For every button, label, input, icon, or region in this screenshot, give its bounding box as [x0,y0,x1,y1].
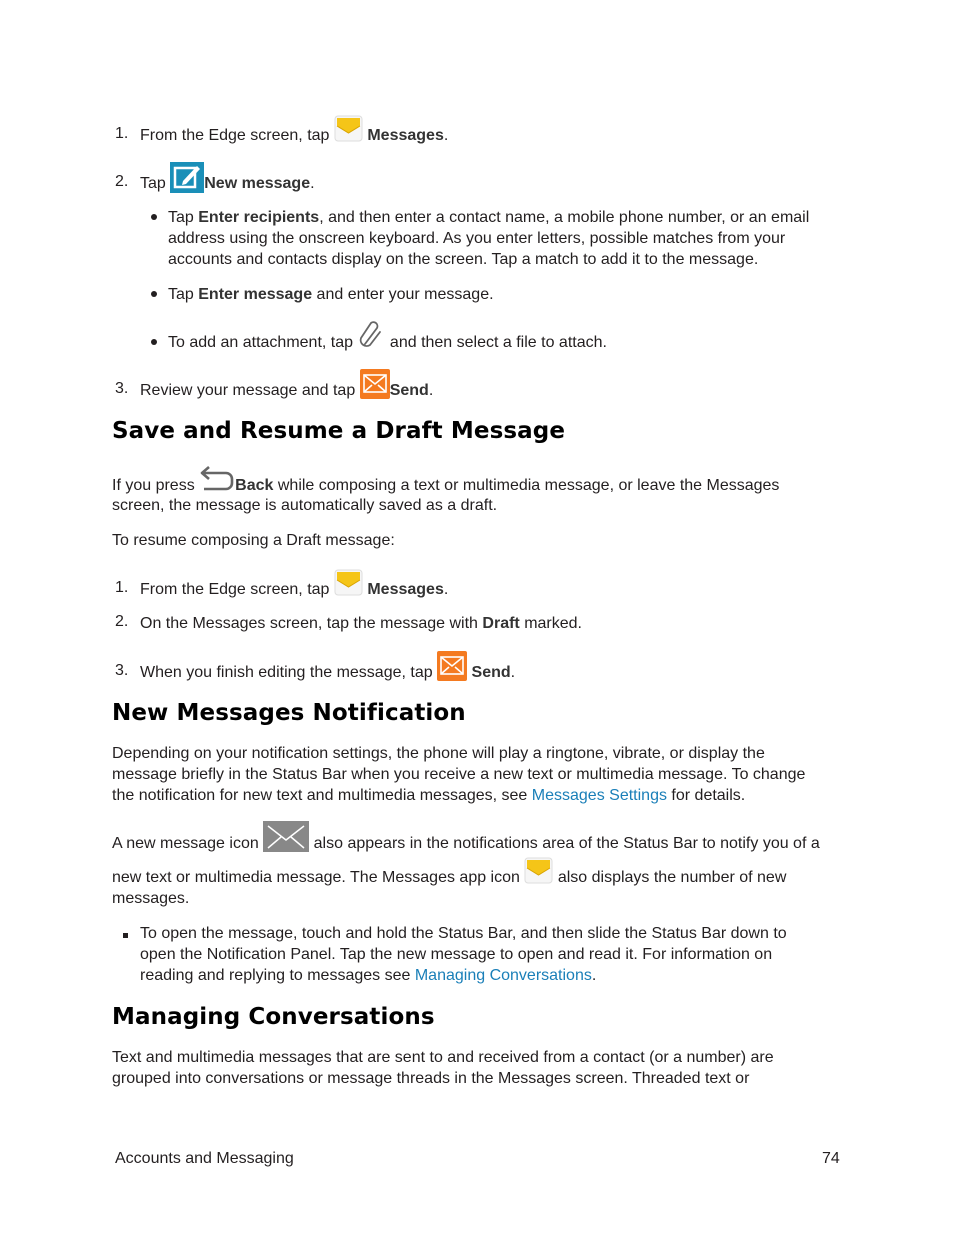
bullet [151,291,157,297]
paragraph-text: Text and multimedia messages that are sent to and received from a contact (or a number) are [112,1049,774,1066]
step-text-pre: Tap [140,175,166,192]
bullet [151,339,157,345]
messages-settings-link[interactable]: Messages Settings [531,787,667,804]
paragraph-text: message briefly in the Status Bar when you receive a new text or multimedia message. To change [112,766,806,783]
step-text-pre: When you finish editing the message, tap [140,664,433,681]
bullet-text-post: and enter your message. [316,286,494,303]
messages-app-icon [334,115,363,142]
send-icon [360,369,390,399]
step-text-pre: From the Edge screen, tap [140,581,330,598]
step-number: 1. [115,579,129,596]
paragraph-text: for details. [671,787,746,804]
step-text-post: . [310,175,315,192]
paragraph-text: screen, the message is automatically saved as a draft. [112,497,498,514]
bullet-text-line: open the Notification Panel. Tap the new message to open and read it. For information on [140,946,773,963]
step-text [140,613,582,634]
section-heading: New Messages Notification [112,700,466,726]
step-text-pre: On the Messages screen, tap the message with [140,615,478,632]
step-text [140,380,433,401]
bullet-text-bold: Enter recipients [198,209,320,226]
paragraph [112,1047,842,1089]
bullet-text-pre: Tap [168,286,194,303]
step-text-bold: Send [471,664,511,681]
paragraph: To resume composing a Draft message: [112,532,395,549]
paragraph-text: also displays the number of new [557,869,787,886]
paragraph [112,743,842,806]
section-heading: Managing Conversations [112,1004,435,1030]
bullet [151,214,157,220]
paragraph-text: new text or multimedia message. The Messages app icon [112,869,520,886]
compose-icon [170,162,204,193]
step-text-bold: New message [204,175,311,192]
step-text-bold: Draft [482,615,520,632]
step-number: 3. [115,380,129,397]
step-text-post: . [443,581,449,598]
paragraph-text: also appears in the notifications area of the Status Bar to notify you of a [313,835,820,852]
step-text-bold: Send [389,382,429,399]
step-text [140,662,515,683]
step-text-post: . [510,664,516,681]
bullet-text-line: , and then enter a contact name, a mobile phone number, or an email [319,209,810,226]
step-text [140,125,448,146]
envelope-icon [263,821,309,852]
bullet-text-pre: Tap [168,209,194,226]
paragraph [112,867,842,909]
bullet-text-line: reading and replying to messages see [140,967,411,984]
step-number: 3. [115,662,129,679]
step-text-bold: Messages [367,581,444,598]
paragraph-text: A new message icon [112,835,259,852]
messages-app-icon [524,857,553,884]
step-text-pre: From the Edge screen, tap [140,127,330,144]
step-text-pre: Review your message and tap [140,382,356,399]
paragraph-text: Depending on your notification settings, the phone will play a ringtone, vibrate, or display the [112,745,765,762]
footer-section-title: Accounts and Messaging [115,1150,294,1167]
managing-conversations-link[interactable]: Managing Conversations [414,967,592,984]
section-heading: Save and Resume a Draft Message [112,418,566,444]
bullet-text-line: . [591,967,597,984]
step-number: 1. [115,125,129,142]
step-text-bold: Messages [367,127,444,144]
bullet-text [140,923,840,986]
step-number: 2. [115,173,129,190]
bullet-text-line: address using the onscreen keyboard. As you enter letters, possible matches from your [168,230,786,247]
step-text-post: marked. [524,615,582,632]
step-text-post: . [443,127,449,144]
paragraph-text: while composing a text or multimedia message, or leave the Messages [277,477,780,494]
send-icon [437,651,467,681]
paperclip-icon [357,320,385,350]
paragraph-text: grouped into conversations or message threads in the Messages screen. Threaded text or [112,1070,750,1087]
step-text-post: . [428,382,434,399]
paragraph-text: If you press [112,477,195,494]
bullet-text [168,284,494,305]
bullet-text-pre: To add an attachment, tap [168,334,354,351]
bullet-text [168,332,607,353]
paragraph [112,475,832,516]
bullet-text [168,207,848,270]
bullet-text-bold: Enter message [198,286,313,303]
paragraph [112,833,820,854]
paragraph-text: messages. [112,890,190,907]
paragraph-bold: Back [235,477,274,494]
messages-app-icon [334,569,363,596]
bullet-text-post: and then select a file to attach. [389,334,607,351]
step-number: 2. [115,613,129,630]
bullet-text-line: To open the message, touch and hold the Status Bar, and then slide the Status Bar down to [140,925,787,942]
step-text [140,579,448,600]
back-icon [199,463,235,493]
page-number: 74 [822,1150,840,1167]
bullet [123,933,128,938]
bullet-text-line: accounts and contacts display on the screen. Tap a match to add it to the message. [168,251,759,268]
paragraph-text: the notification for new text and multimedia messages, see [112,787,528,804]
step-text [140,173,315,194]
